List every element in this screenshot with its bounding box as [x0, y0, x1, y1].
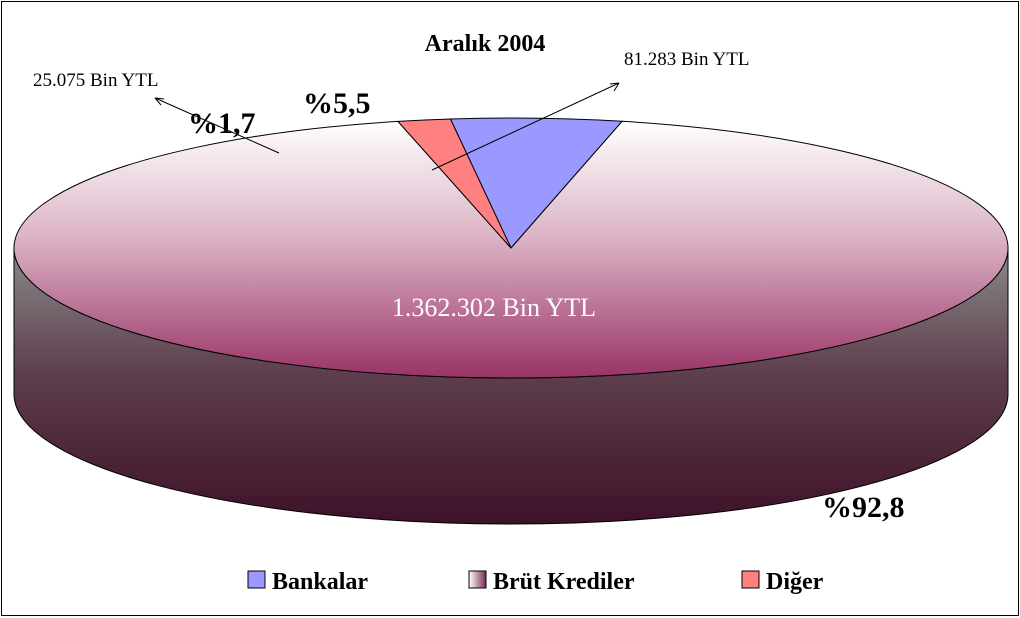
- legend-label-bankalar: Bankalar: [272, 569, 369, 595]
- chart-frame: [1, 1, 1019, 616]
- legend-label-diger: Diğer: [766, 569, 824, 595]
- legend-swatch-brut-krediler: [469, 571, 486, 588]
- legend-swatch-bankalar: [248, 571, 265, 588]
- diger-value-label: 25.075 Bin YTL: [33, 70, 159, 91]
- pie-top-face: [14, 118, 1008, 378]
- bankalar-percent-label: %5,5: [303, 87, 371, 120]
- chart-title: Aralık 2004: [424, 31, 546, 57]
- diger-percent-label: %1,7: [188, 107, 256, 140]
- legend-label-brut-krediler: Brüt Krediler: [493, 569, 635, 595]
- krediler-percent-label: %92,8: [822, 491, 905, 524]
- pie-chart: [2, 2, 1018, 615]
- chart-legend: [248, 569, 824, 595]
- bankalar-value-label: 81.283 Bin YTL: [624, 49, 750, 70]
- krediler-value-label: 1.362.302 Bin YTL: [391, 293, 597, 322]
- legend-swatch-diger: [742, 571, 759, 588]
